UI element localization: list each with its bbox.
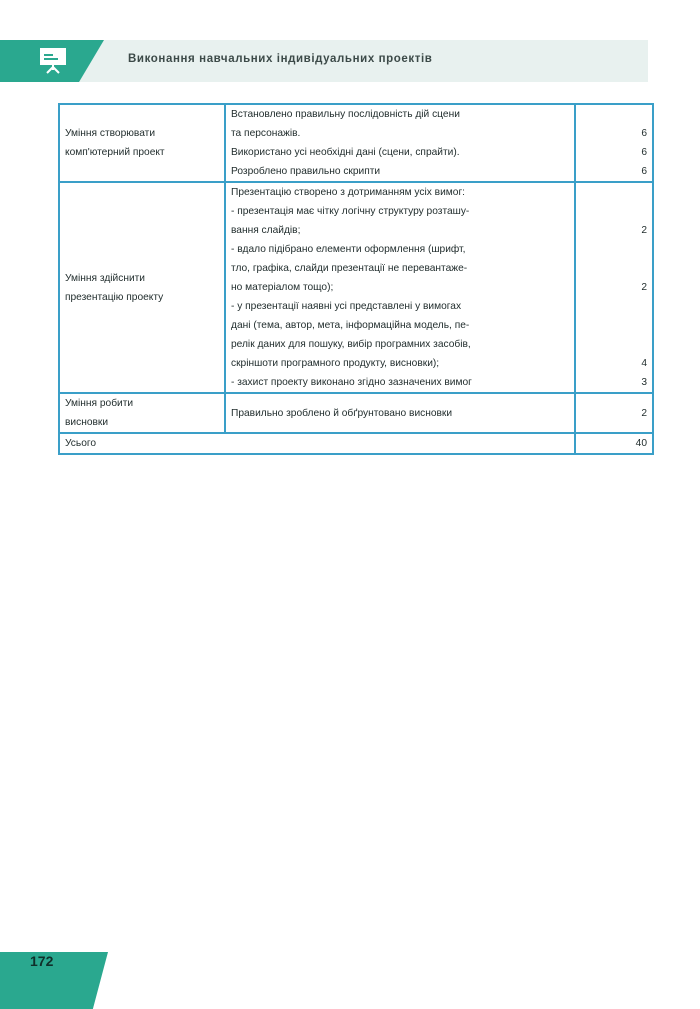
points-cell bbox=[575, 393, 653, 433]
points-value bbox=[581, 297, 647, 316]
assessment-table bbox=[58, 103, 654, 455]
criterion-line: Уміння робити bbox=[65, 398, 134, 409]
description-line: Використано усі необхідні дані (сцени, спрайти). bbox=[231, 147, 460, 158]
description-line: - вдало підібрано елементи оформлення (шрифт, bbox=[231, 244, 466, 255]
points-value bbox=[581, 183, 647, 202]
description-cell bbox=[225, 393, 575, 433]
criterion-line: висновки bbox=[65, 417, 109, 428]
points-value bbox=[581, 259, 647, 278]
description-line: - презентація має чітку логічну структуру розташу- bbox=[231, 206, 470, 217]
criterion-line: презентацію проекту bbox=[65, 291, 164, 303]
criterion-cell bbox=[59, 393, 225, 433]
description-line: Встановлено правильну послідовність дій сцени bbox=[231, 109, 460, 120]
criterion-line: Уміння створювати bbox=[65, 128, 156, 139]
points-value: 3 bbox=[641, 377, 647, 388]
criterion-cell bbox=[59, 104, 225, 182]
points-value: 6 bbox=[641, 147, 647, 158]
points-value bbox=[581, 316, 647, 335]
points-value: 6 bbox=[641, 128, 647, 139]
description-line: вання слайдів; bbox=[231, 225, 301, 236]
points-value: 2 bbox=[641, 407, 647, 419]
points-value bbox=[581, 240, 647, 259]
page-number: 172 bbox=[30, 953, 54, 969]
points-cell bbox=[575, 182, 653, 393]
total-value: 40 bbox=[575, 433, 653, 454]
description-cell bbox=[225, 182, 575, 393]
points-value: 4 bbox=[641, 358, 647, 369]
description-cell bbox=[225, 104, 575, 182]
page-header-title: Виконання навчальних індивідуальних проектів bbox=[128, 53, 433, 65]
points-value bbox=[581, 335, 647, 354]
criterion-line: комп'ютерний проект bbox=[65, 147, 165, 158]
table-row bbox=[59, 182, 653, 393]
total-label: Усього bbox=[59, 433, 575, 454]
footer-tab bbox=[0, 952, 108, 1009]
total-row bbox=[59, 433, 653, 454]
description-line: тло, графіка, слайди презентації не перевантаже- bbox=[231, 263, 468, 274]
points-value bbox=[581, 105, 647, 124]
criterion-cell bbox=[59, 182, 225, 393]
description-line: Розроблено правильно скрипти bbox=[231, 166, 381, 177]
description-line: релік даних для пошуку, вибір програмних засобів, bbox=[231, 339, 471, 350]
description-line: но матеріалом тощо); bbox=[231, 282, 334, 293]
description-line: скріншоти програмного продукту, висновки); bbox=[231, 358, 440, 369]
points-value: 6 bbox=[641, 166, 647, 177]
table-row bbox=[59, 393, 653, 433]
description-line: Правильно зроблено й обґрунтовано висновки bbox=[231, 407, 453, 419]
description-line: Презентацію створено з дотриманням усіх вимог: bbox=[231, 187, 466, 198]
points-cell bbox=[575, 104, 653, 182]
description-line: та персонажів. bbox=[231, 128, 301, 139]
description-line: - захист проекту виконано згідно зазначених вимог bbox=[231, 377, 472, 388]
criterion-line: Уміння здійснити bbox=[65, 272, 145, 284]
points-value: 2 bbox=[641, 282, 647, 293]
points-value bbox=[581, 202, 647, 221]
table-row bbox=[59, 104, 653, 182]
description-line: дані (тема, автор, мета, інформаційна модель, пе- bbox=[231, 320, 470, 331]
description-line: - у презентації наявні усі представлені у вимогах bbox=[231, 301, 462, 312]
presentation-board-icon bbox=[36, 45, 70, 75]
points-value: 2 bbox=[641, 225, 647, 236]
